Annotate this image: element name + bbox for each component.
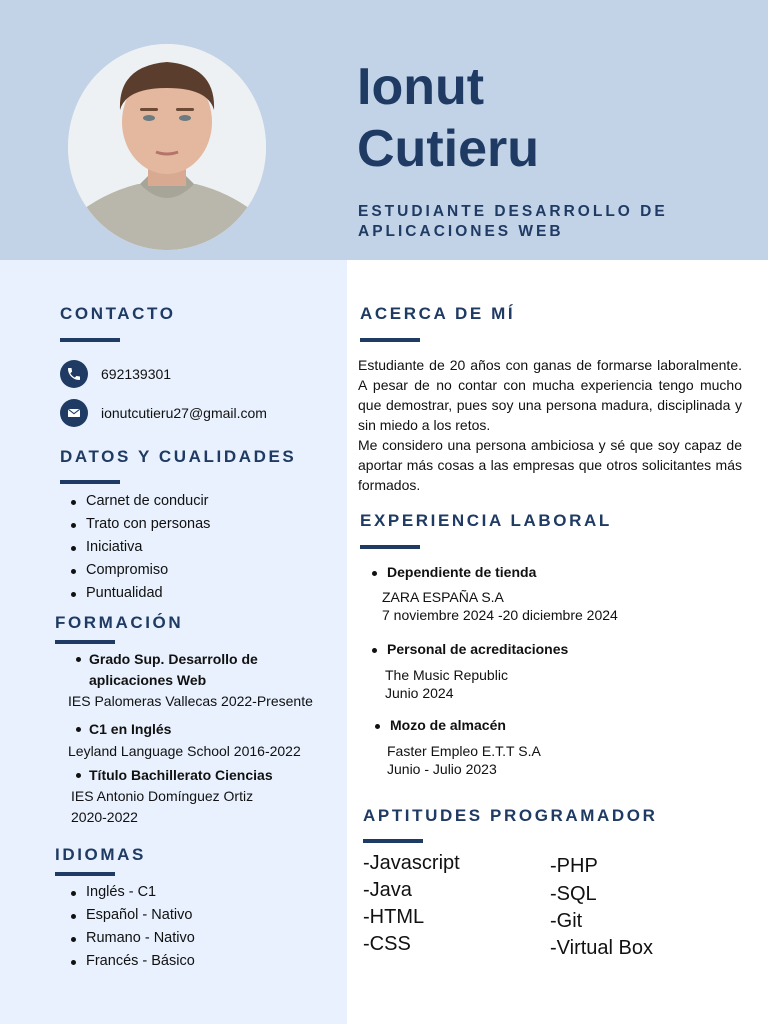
- edu-1-title-part: Grado Sup. Desarrollo de: [89, 651, 258, 667]
- job-subtitle: [358, 202, 718, 242]
- languages-list: [68, 881, 195, 973]
- skill-item: -Javascript: [363, 852, 460, 874]
- education-underline: [55, 640, 115, 644]
- skills-underline: [363, 839, 423, 843]
- job-3-role: Mozo de almacén: [390, 717, 506, 733]
- qualities-title: DATOS Y CUALIDADES: [60, 447, 297, 466]
- job-1-dates: 7 noviembre 2024 -20 diciembre 2024: [382, 607, 618, 623]
- education-entry-1-line-1: [89, 649, 297, 670]
- experience-underline: [360, 545, 420, 549]
- skill-item: -Git: [550, 910, 583, 932]
- list-item: Iniciativa: [68, 536, 210, 559]
- profile-photo: [68, 44, 266, 250]
- subtitle-line-2: APLICACIONES WEB: [358, 223, 564, 240]
- about-underline: [360, 338, 420, 342]
- list-item: Francés - Básico: [68, 950, 195, 973]
- skill-item: -SQL: [550, 883, 597, 905]
- about-paragraph-1: Estudiante de 20 años con ganas de formarse laboralmente. A pesar de no contar con mucha experiencia tengo mucho que demostrar, pues soy una persona madura, disciplinada y sin miedo a los retos.: [358, 357, 742, 433]
- job-3-company: Faster Empleo E.T.T S.A: [387, 743, 541, 759]
- phone-icon: [60, 360, 88, 388]
- experience-title: EXPERIENCIA LABORAL: [360, 511, 612, 530]
- qualities-list: [68, 490, 210, 605]
- education-entry-1-detail: IES Palomeras Vallecas 2022-Presente: [68, 693, 313, 709]
- skill-item: -Virtual Box: [550, 937, 654, 959]
- edu-1-title-line-2: aplicaciones Web: [89, 672, 207, 688]
- about-text: [358, 355, 742, 495]
- person-silhouette-icon: [68, 44, 266, 250]
- list-item: Trato con personas: [68, 513, 210, 536]
- list-item: Compromiso: [68, 559, 210, 582]
- education-entry-1-title: [89, 649, 297, 691]
- skills-title: APTITUDES PROGRAMADOR: [363, 806, 658, 825]
- skill-item: -HTML: [363, 906, 425, 928]
- job-1-role: Dependiente de tienda: [387, 564, 537, 580]
- subtitle-line-1: ESTUDIANTE DESARROLLO DE: [358, 203, 668, 220]
- contact-phone-row: [60, 360, 171, 388]
- skill-item: -PHP: [550, 855, 598, 877]
- name-last: Cutieru: [357, 120, 539, 178]
- header-banner: [0, 0, 768, 260]
- contact-title: CONTACTO: [60, 304, 176, 323]
- education-entry-2-detail: Leyland Language School 2016-2022: [68, 743, 301, 759]
- skill-item: -CSS: [363, 933, 411, 955]
- education-entry-3-detail-2: 2020-2022: [71, 809, 138, 825]
- education-entry-3-detail-1: IES Antonio Domínguez Ortiz: [71, 788, 254, 804]
- list-item: Inglés - C1: [68, 881, 195, 904]
- full-name: [357, 56, 539, 180]
- education-title: FORMACIÓN: [55, 613, 184, 632]
- job-2-company: The Music Republic: [385, 667, 508, 683]
- education-entry-3-title: Título Bachillerato Ciencias: [89, 765, 273, 786]
- job-2-role: Personal de acreditaciones: [387, 641, 569, 657]
- phone-number: 692139301: [101, 366, 172, 382]
- list-item: Puntualidad: [68, 582, 210, 605]
- about-title: ACERCA DE MÍ: [360, 304, 516, 323]
- contact-underline: [60, 338, 120, 342]
- list-item: Carnet de conducir: [68, 490, 210, 513]
- list-item: Español - Nativo: [68, 904, 195, 927]
- job-1-company: ZARA ESPAÑA S.A: [382, 589, 504, 605]
- education-entry-2-title: C1 en Inglés: [89, 719, 171, 740]
- job-2-dates: Junio 2024: [385, 685, 454, 701]
- languages-title: IDIOMAS: [55, 845, 146, 864]
- skill-item: -Java: [363, 879, 412, 901]
- email-address: ionutcutieru27@gmail.com: [101, 405, 267, 421]
- job-3-dates: Junio - Julio 2023: [387, 761, 497, 777]
- contact-email-row: [60, 399, 267, 427]
- qualities-underline: [60, 480, 120, 484]
- envelope-icon: [60, 399, 88, 427]
- about-paragraph-2: Me considero una persona ambiciosa y sé que soy capaz de aportar más cosas a las empresas que otros solicitantes más formados.: [358, 437, 742, 493]
- list-item: Rumano - Nativo: [68, 927, 195, 950]
- languages-underline: [55, 872, 115, 876]
- name-first: Ionut: [357, 58, 485, 116]
